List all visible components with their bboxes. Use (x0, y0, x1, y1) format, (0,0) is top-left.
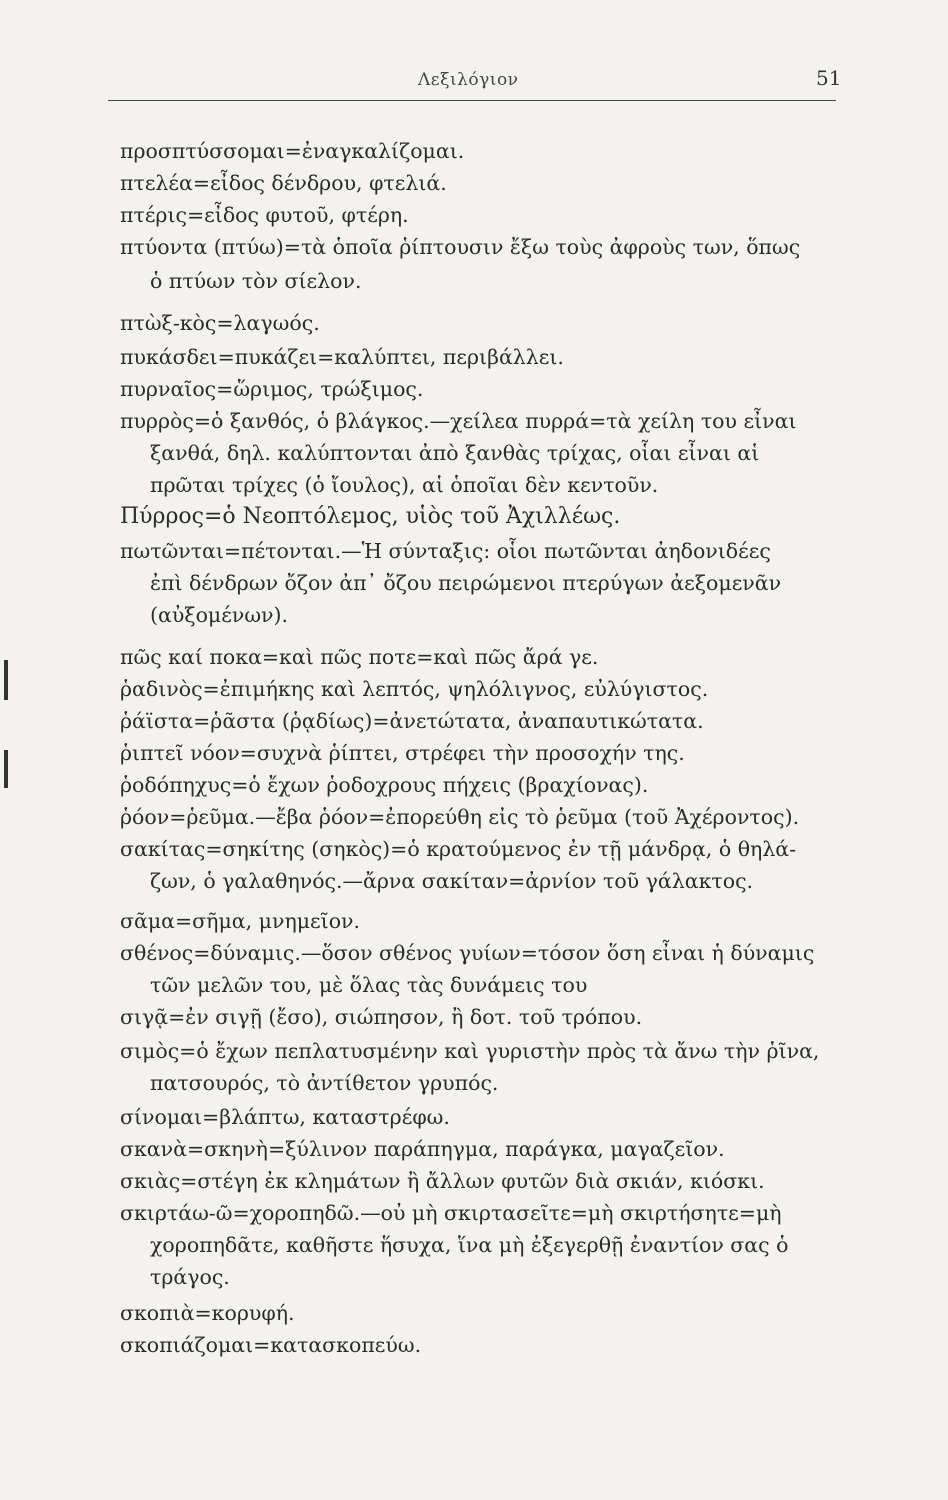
entry-line: σκιὰς=στέγη ἐκ κλημάτων ἢ ἄλλων φυτῶν διὰ σκιάν, κιόσκι. (120, 1169, 765, 1193)
entry-line: σκοπιάζομαι=κατασκοπεύω. (120, 1333, 422, 1357)
entry-line: σίνομαι=βλάπτω, καταστρέφω. (120, 1105, 450, 1129)
entry-line: ὁ πτύων τὸν σίελον. (150, 269, 362, 293)
entry-line: χοροπηδᾶτε, καθῆστε ἥσυχα, ἵνα μὴ ἐξεγερθῇ ἐναντίον σας ὁ (150, 1233, 789, 1257)
entry-line: πτέρις=εἶδος φυτοῦ, φτέρη. (120, 203, 409, 227)
entry-line: ῥαδινὸς=ἐπιμήκης καὶ λεπτός, ψηλόλιγνος, εὐλύγιστος. (120, 677, 709, 701)
header-rule (108, 100, 836, 101)
running-header: Λεξιλόγιον (418, 70, 519, 90)
entry-line: πυρναῖος=ὥριμος, τρώξιμος. (120, 377, 424, 401)
entry-line: Πύρρος=ὁ Νεοπτόλεμος, υἱὸς τοῦ Ἀχιλλέως. (120, 504, 621, 529)
margin-mark (4, 660, 8, 700)
entry-line: πτὼξ-κὸς=λαγωός. (120, 311, 320, 335)
margin-mark (4, 750, 8, 788)
entry-line: πῶς καί ποκα=καὶ πῶς ποτε=καὶ πῶς ἄρά γε. (120, 645, 599, 669)
entry-line: σᾶμα=σῆμα, μνημεῖον. (120, 909, 361, 933)
page-number: 51 (816, 66, 842, 90)
entry-line: σκανὰ=σκηνὴ=ξύλινον παράπηγμα, παράγκα, μαγαζεῖον. (120, 1137, 725, 1161)
entry-line: ῥάϊστα=ῥᾶστα (ῥᾳδίως)=ἀνετώτατα, ἀναπαυτικώτατα. (120, 709, 704, 733)
entry-line: τράγος. (150, 1265, 230, 1289)
entry-line: πτύοντα (πτύω)=τὰ ὁποῖα ῥίπτουσιν ἔξω τοὺς ἀφροὺς των, ὅπως (120, 235, 801, 259)
entry-line: (αὐξομένων). (150, 603, 289, 627)
entry-line: πρῶται τρίχες (ὁ ἴουλος), αἱ ὁποῖαι δὲν κεντοῦν. (150, 473, 659, 497)
entry-line: σιμὸς=ὁ ἔχων πεπλατυσμένην καὶ γυριστὴν πρὸς τὰ ἄνω τὴν ῥῖνα, (120, 1039, 820, 1063)
entry-line: πωτῶνται=πέτονται.—Ἡ σύνταξις: οἷοι πωτῶνται ἀηδονιδέες (120, 539, 771, 563)
entry-line: προσπτύσσομαι=ἐναγκαλίζομαι. (120, 139, 465, 163)
entry-line: πυρρὸς=ὁ ξανθός, ὁ βλάγκος.—χείλεα πυρρά=τὰ χείλη του εἶναι (120, 409, 797, 433)
entry-line: ζων, ὁ γαλαθηνός.—ἄρνα σακίταν=ἀρνίον τοῦ γάλακτος. (150, 869, 754, 893)
entry-line: ξανθά, δηλ. καλύπτονται ἀπὸ ξανθὰς τρίχας, οἷαι εἶναι αἱ (150, 441, 760, 465)
entry-line: ῥοδόπηχυς=ὁ ἔχων ῥοδοχρους πήχεις (βραχίονας). (120, 773, 649, 797)
entry-line: σκοπιὰ=κορυφή. (120, 1301, 295, 1325)
entry-line: πυκάσδει=πυκάζει=καλύπτει, περιβάλλει. (120, 345, 564, 369)
entry-line: σιγᾷ=ἐν σιγῇ (ἔσο), σιώπησον, ἢ δοτ. τοῦ τρόπου. (120, 1005, 643, 1029)
entry-line: ῥόον=ῥεῦμα.—ἔβα ῥόον=ἐπορεύθη εἰς τὸ ῥεῦμα (τοῦ Ἀχέροντος). (120, 805, 800, 829)
entry-line: σκιρτάω-ῶ=χοροπηδῶ.—οὐ μὴ σκιρτασεῖτε=μὴ σκιρτήσητε=μὴ (120, 1201, 782, 1225)
entry-line: ἐπὶ δένδρων ὄζον ἀπ᾽ ὄζου πειρώμενοι πτερύγων ἀεξομενᾶν (150, 571, 782, 595)
entry-line: σακίτας=σηκίτης (σηκὸς)=ὁ κρατούμενος ἐν τῇ μάνδρᾳ, ὁ θηλά- (120, 837, 797, 861)
entry-line: πτελέα=εἶδος δένδρου, φτελιά. (120, 171, 447, 195)
entry-line: ῥιπτεῖ νόον=συχνὰ ῥίπτει, στρέφει τὴν προσοχήν της. (120, 741, 685, 765)
entry-line: πατσουρός, τὸ ἀντίθετον γρυπός. (150, 1071, 499, 1095)
entry-line: τῶν μελῶν του, μὲ ὅλας τὰς δυνάμεις του (150, 973, 588, 997)
entry-line: σθένος=δύναμις.—ὅσον σθένος γυίων=τόσον ὅση εἶναι ἡ δύναμις (120, 941, 815, 965)
